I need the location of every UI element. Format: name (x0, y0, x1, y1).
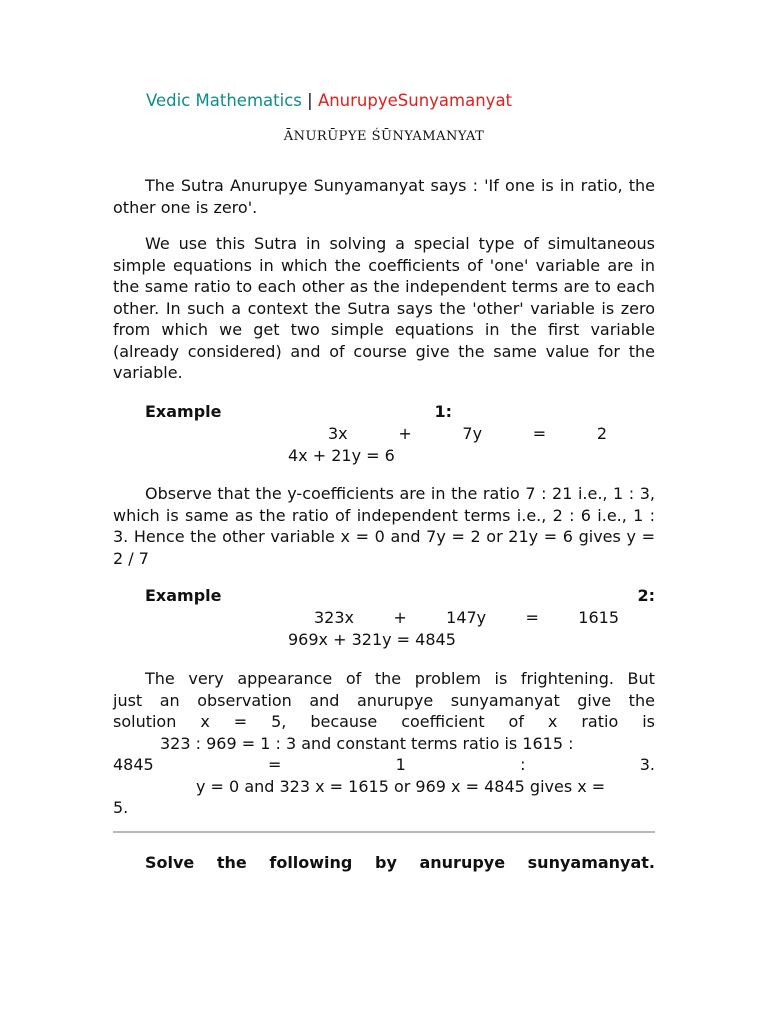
example-1-equation-2: 4x + 21y = 6 (288, 446, 395, 465)
eq-term: 1615 (578, 608, 619, 627)
example-label: Example (145, 586, 222, 605)
example-label: Example (145, 402, 222, 421)
header-link-vedic-mathematics[interactable]: Vedic Mathematics (146, 91, 302, 110)
example-2-equation-1 (314, 607, 619, 629)
example-1-heading (145, 401, 655, 423)
eq-term: = (525, 608, 539, 627)
eq-term: 323x (314, 608, 355, 627)
explanation-line-3: solution x = 5, because coefficient of x ratio is (113, 712, 655, 731)
exercise-heading: Solve the following by anurupye sunyamanyat. (145, 853, 655, 872)
eq-term: + (393, 608, 407, 627)
eq-term: 147y (446, 608, 487, 627)
example-1-equation-1 (328, 423, 607, 445)
explanation-line-6: y = 0 and 323 x = 1615 or 969 x = 4845 gives x = (196, 776, 606, 796)
section-title: ĀNURŪPYE ŚŪNYAMANYAT (283, 129, 485, 144)
explanation-line-2: just an observation and anurupye sunyamanyat give the (113, 690, 655, 710)
example-2-heading (145, 585, 655, 607)
eq-term: 2 (596, 424, 607, 443)
explanation-line-4: 323 : 969 = 1 : 3 and constant terms ratio is 1615 : (160, 733, 574, 753)
example-number: 2: (637, 586, 655, 605)
paragraph-explanation (113, 668, 655, 819)
paragraph-sutra-usage: We use this Sutra in solving a special type of simultaneous simple equations in which the coefficients of 'one' variable are in the same ratio to each other as the independent terms are to each other. In such a context the Sutra says the 'other' variable is zero from which we get two simple equations in the first variable (already considered) and of course give the same value for the variable. (113, 234, 655, 382)
explanation-line-7: 5. (113, 798, 129, 817)
eq-term: 7y (462, 424, 483, 443)
header-topic: AnurupyeSunyamanyat (317, 91, 513, 110)
eq-term: 3x (328, 424, 348, 443)
example-number: 1: (434, 402, 452, 421)
example-2-equation-2: 969x + 321y = 4845 (288, 630, 456, 649)
horizontal-divider (113, 831, 655, 833)
eq-term: = (532, 424, 547, 443)
eq-term: + (398, 424, 412, 443)
paragraph-observation: Observe that the y-coefficients are in the ratio 7 : 21 i.e., 1 : 3, which is same as the ratio of independent terms i.e., 2 : 6 i.e., 1 : 3. Hence the other variable x = 0 and 7y = 2 or 21y = 6 gives y = 2 / 7 (113, 484, 655, 568)
page-header (146, 90, 512, 112)
header-separator: | (307, 91, 313, 110)
paragraph-sutra-definition: The Sutra Anurupye Sunyamanyat says : 'If one is in ratio, the other one is zero'. (113, 176, 655, 217)
explanation-line-5: 4845 = 1 : 3. (113, 755, 655, 774)
explanation-line-1: The very appearance of the problem is frightening. But (145, 669, 655, 688)
